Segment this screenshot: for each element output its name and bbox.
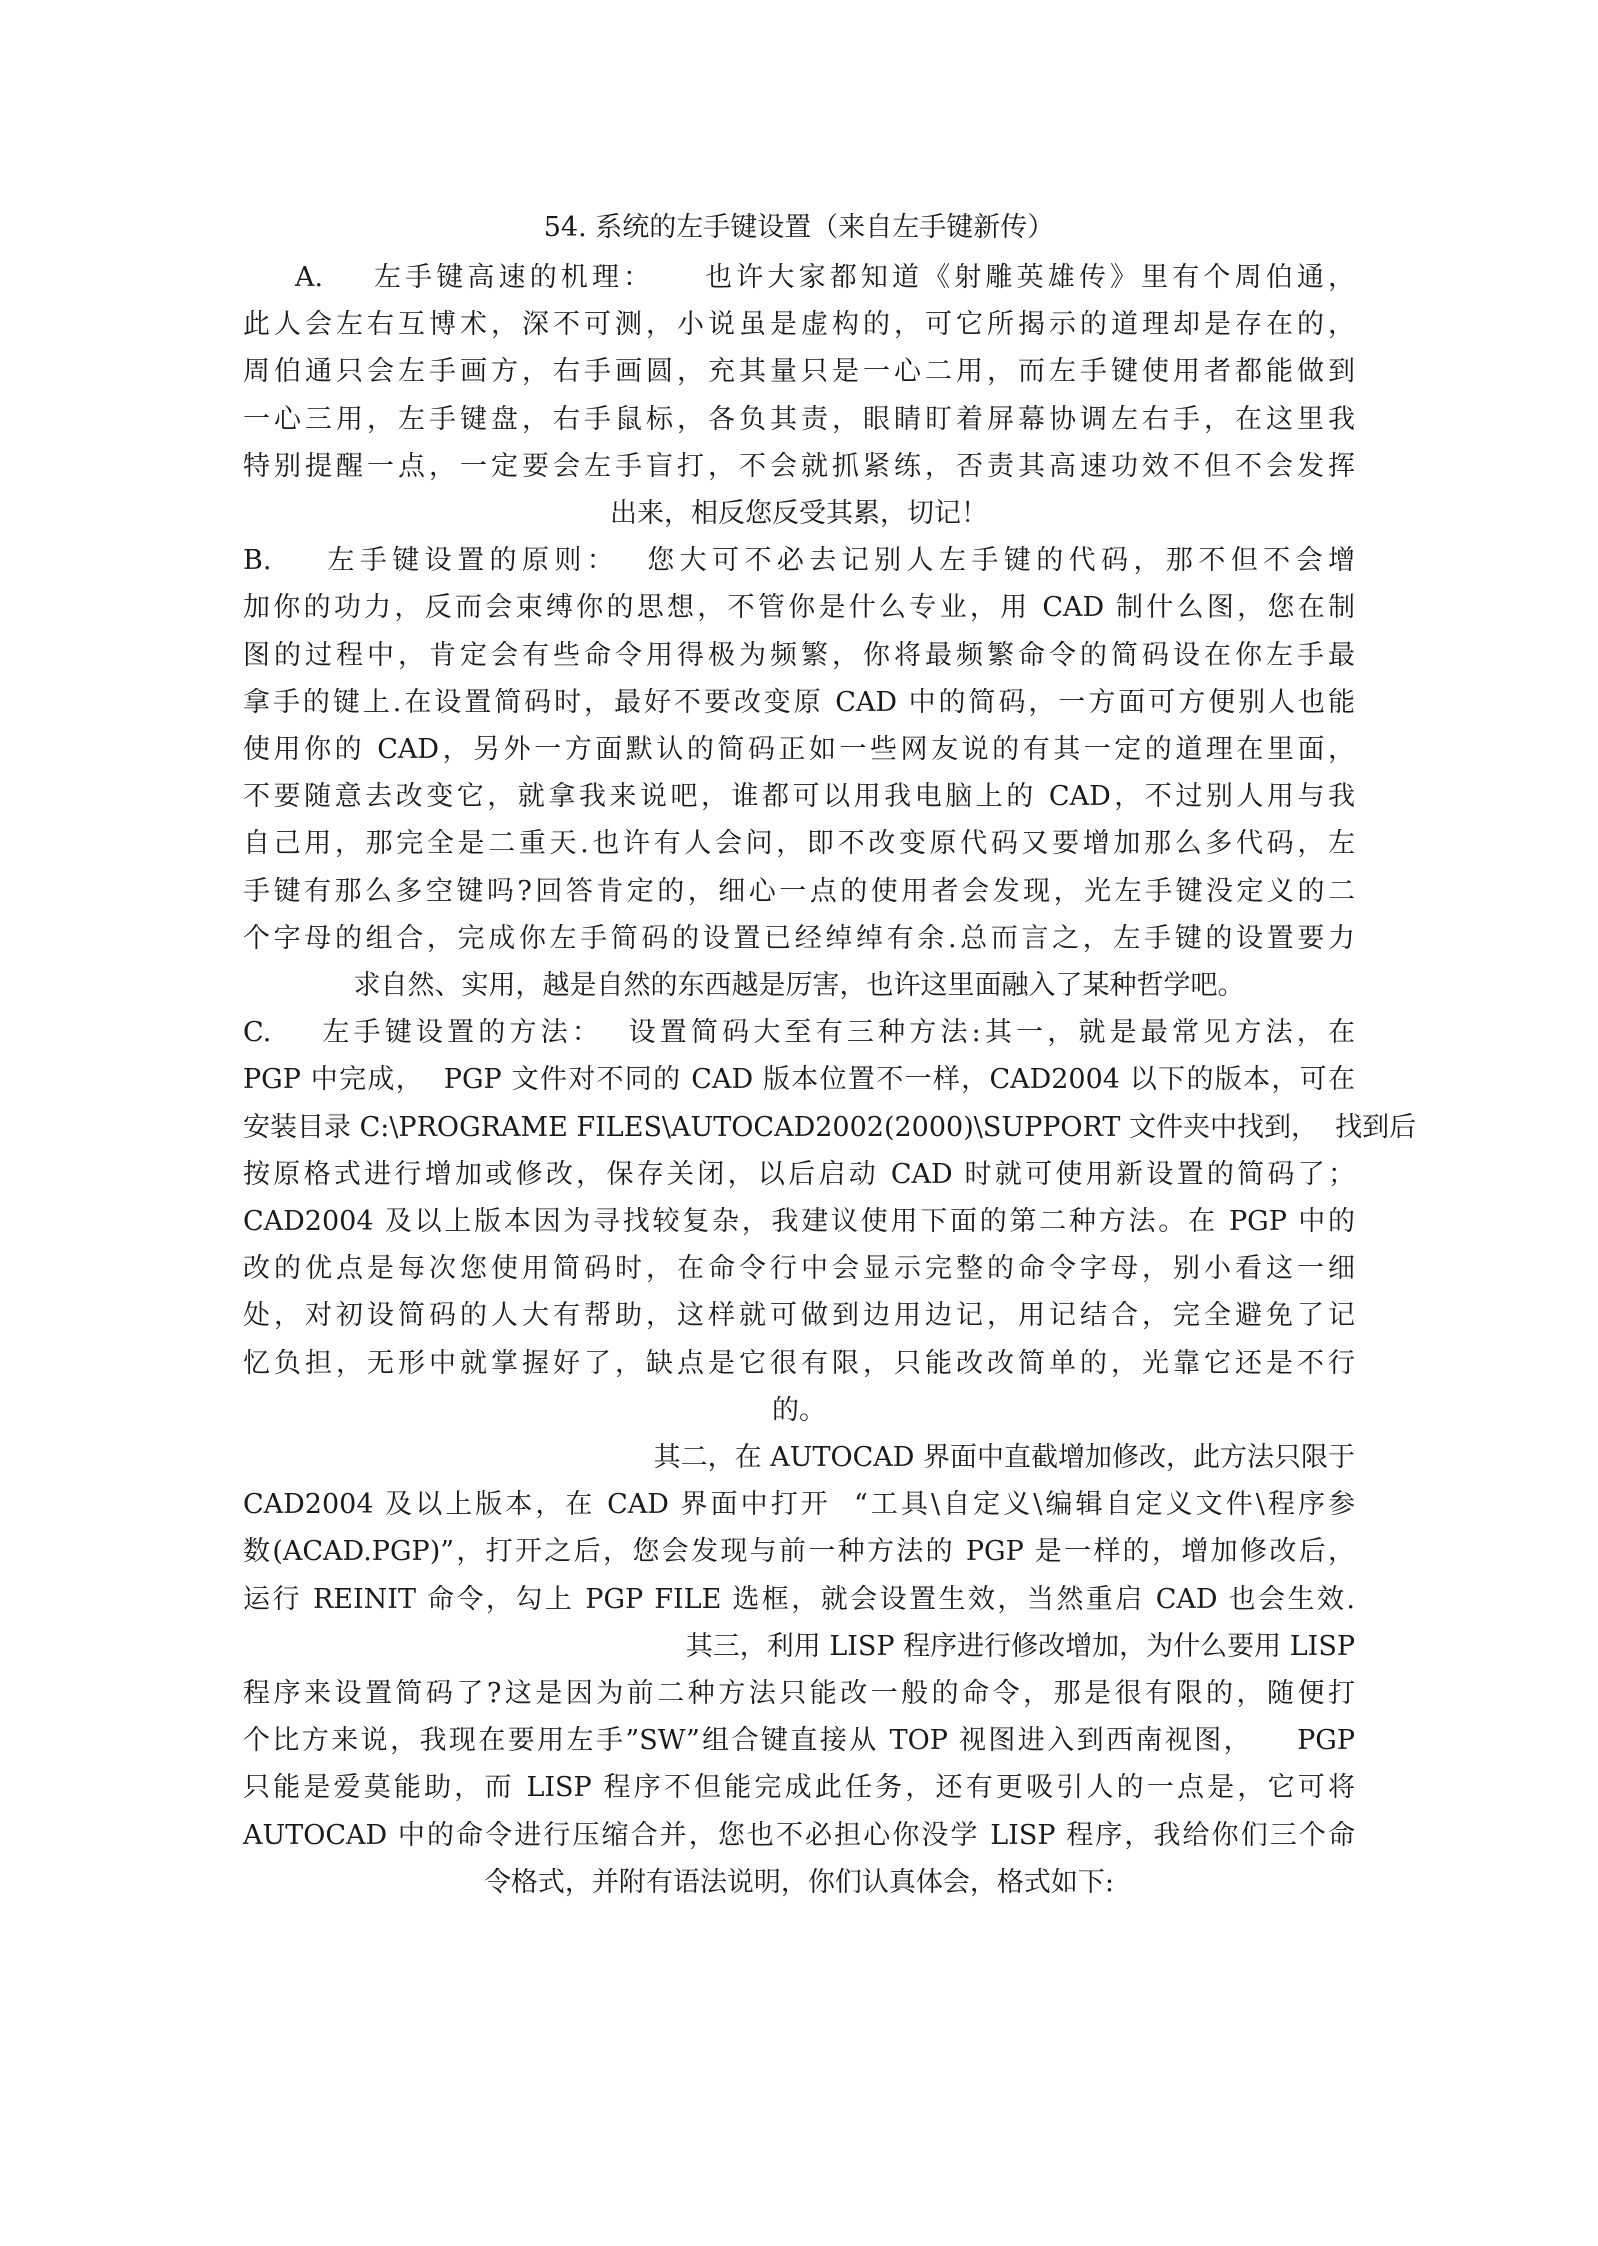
text-line: 使用你的 CAD，另外一方面默认的简码正如一些网友说的有其一定的道理在里面， — [243, 734, 1355, 765]
text-line: PGP 中完成， PGP 文件对不同的 CAD 版本位置不一样，CAD2004 以下的版本，可在 — [243, 1064, 1355, 1095]
text-line: 程序来设置简码了?这是因为前二种方法只能改一般的命令，那是很有限的，随便打 — [243, 1678, 1355, 1709]
text-line: 周伯通只会左手画方，右手画圆，充其量只是一心二用，而左手键使用者都能做到 — [243, 356, 1355, 387]
text-line: 安装目录 C:\PROGRAME FILES\AUTOCAD2002(2000)\SUPPORT 文件夹中找到， 找到后 — [243, 1112, 1417, 1143]
text-line: 运行 REINIT 命令，勾上 PGP FILE 选框，就会设置生效，当然重启 CAD 也会生效. — [243, 1584, 1355, 1615]
text-line: 只能是爱莫能助，而 LISP 程序不但能完成此任务，还有更吸引人的一点是，它可将 — [243, 1772, 1355, 1803]
text-line: 拿手的键上.在设置简码时，最好不要改变原 CAD 中的简码，一方面可方便别人也能 — [243, 687, 1355, 718]
text-line: 此人会左右互博术，深不可测，小说虽是虚构的，可它所揭示的道理却是存在的， — [243, 309, 1355, 340]
text-line: AUTOCAD 中的命令进行压缩合并，您也不必担心你没学 LISP 程序，我给你们三个命 — [243, 1820, 1355, 1851]
text-line: 个字母的组合，完成你左手简码的设置已经绰绰有余.总而言之，左手键的设置要力 — [243, 923, 1355, 954]
page-title: 54. 系统的左手键设置（来自左手键新传） — [543, 212, 1055, 243]
text-line: 忆负担，无形中就掌握好了，缺点是它很有限，只能改改简单的，光靠它还是不行 — [243, 1348, 1355, 1379]
text-line: 令格式，并附有语法说明，你们认真体会，格式如下: — [483, 1867, 1115, 1898]
text-line: 一心三用，左手键盘，右手鼠标，各负其责，眼睛盯着屏幕协调左右手，在这里我 — [243, 404, 1355, 435]
text-line: 求自然、实用，越是自然的东西越是厉害，也许这里面融入了某种哲学吧。 — [353, 970, 1245, 1001]
text-line: 不要随意去改变它，就拿我来说吧，谁都可以用我电脑上的 CAD，不过别人用与我 — [243, 781, 1355, 812]
text-line: 按原格式进行增加或修改，保存关闭，以后启动 CAD 时就可使用新设置的简码了； — [243, 1159, 1355, 1190]
text-line: 其三，利用 LISP 程序进行修改增加，为什么要用 LISP — [685, 1631, 1355, 1662]
text-line: C. 左手键设置的方法： 设置简码大至有三种方法:其一，就是最常见方法，在 — [243, 1017, 1355, 1048]
text-line: 图的过程中，肯定会有些命令用得极为频繁，你将最频繁命令的简码设在你左手最 — [243, 640, 1355, 671]
text-line: 数(ACAD.PGP)”，打开之后，您会发现与前一种方法的 PGP 是一样的，增加修改后， — [243, 1536, 1355, 1567]
text-line: 特别提醒一点，一定要会左手盲打，不会就抓紧练，否责其高速功效不但不会发挥 — [243, 451, 1355, 482]
text-line: A. 左手键高速的机理： 也许大家都知道《射雕英雄传》里有个周伯通， — [295, 262, 1355, 293]
text-line: 出来，相反您反受其累，切记！ — [610, 498, 988, 529]
text-line: 处，对初设简码的人大有帮助，这样就可做到边用边记，用记结合，完全避免了记 — [243, 1300, 1355, 1331]
text-line: B. 左手键设置的原则： 您大可不必去记别人左手键的代码，那不但不会增 — [243, 545, 1355, 576]
text-line: 个比方来说，我现在要用左手”SW”组合键直接从 TOP 视图进入到西南视图， PGP — [243, 1725, 1355, 1756]
text-line: 加你的功力，反而会束缚你的思想，不管你是什么专业，用 CAD 制什么图，您在制 — [243, 592, 1355, 623]
text-line: 自己用，那完全是二重天.也许有人会问，即不改变原代码又要增加那么多代码，左 — [243, 828, 1355, 859]
text-line: CAD2004 及以上版本因为寻找较复杂，我建议使用下面的第二种方法。在 PGP 中的 — [243, 1206, 1355, 1237]
text-line: 其二，在 AUTOCAD 界面中直截增加修改，此方法只限于 — [653, 1442, 1355, 1473]
text-line: 改的优点是每次您使用简码时，在命令行中会显示完整的命令字母，别小看这一细 — [243, 1253, 1355, 1284]
text-line: CAD2004 及以上版本，在 CAD 界面中打开 “工具\自定义\编辑自定义文件\程序参 — [243, 1489, 1355, 1520]
text-line: 手键有那么多空键吗?回答肯定的，细心一点的使用者会发现，光左手键没定义的二 — [243, 876, 1355, 907]
text-line: 的。 — [772, 1395, 826, 1426]
